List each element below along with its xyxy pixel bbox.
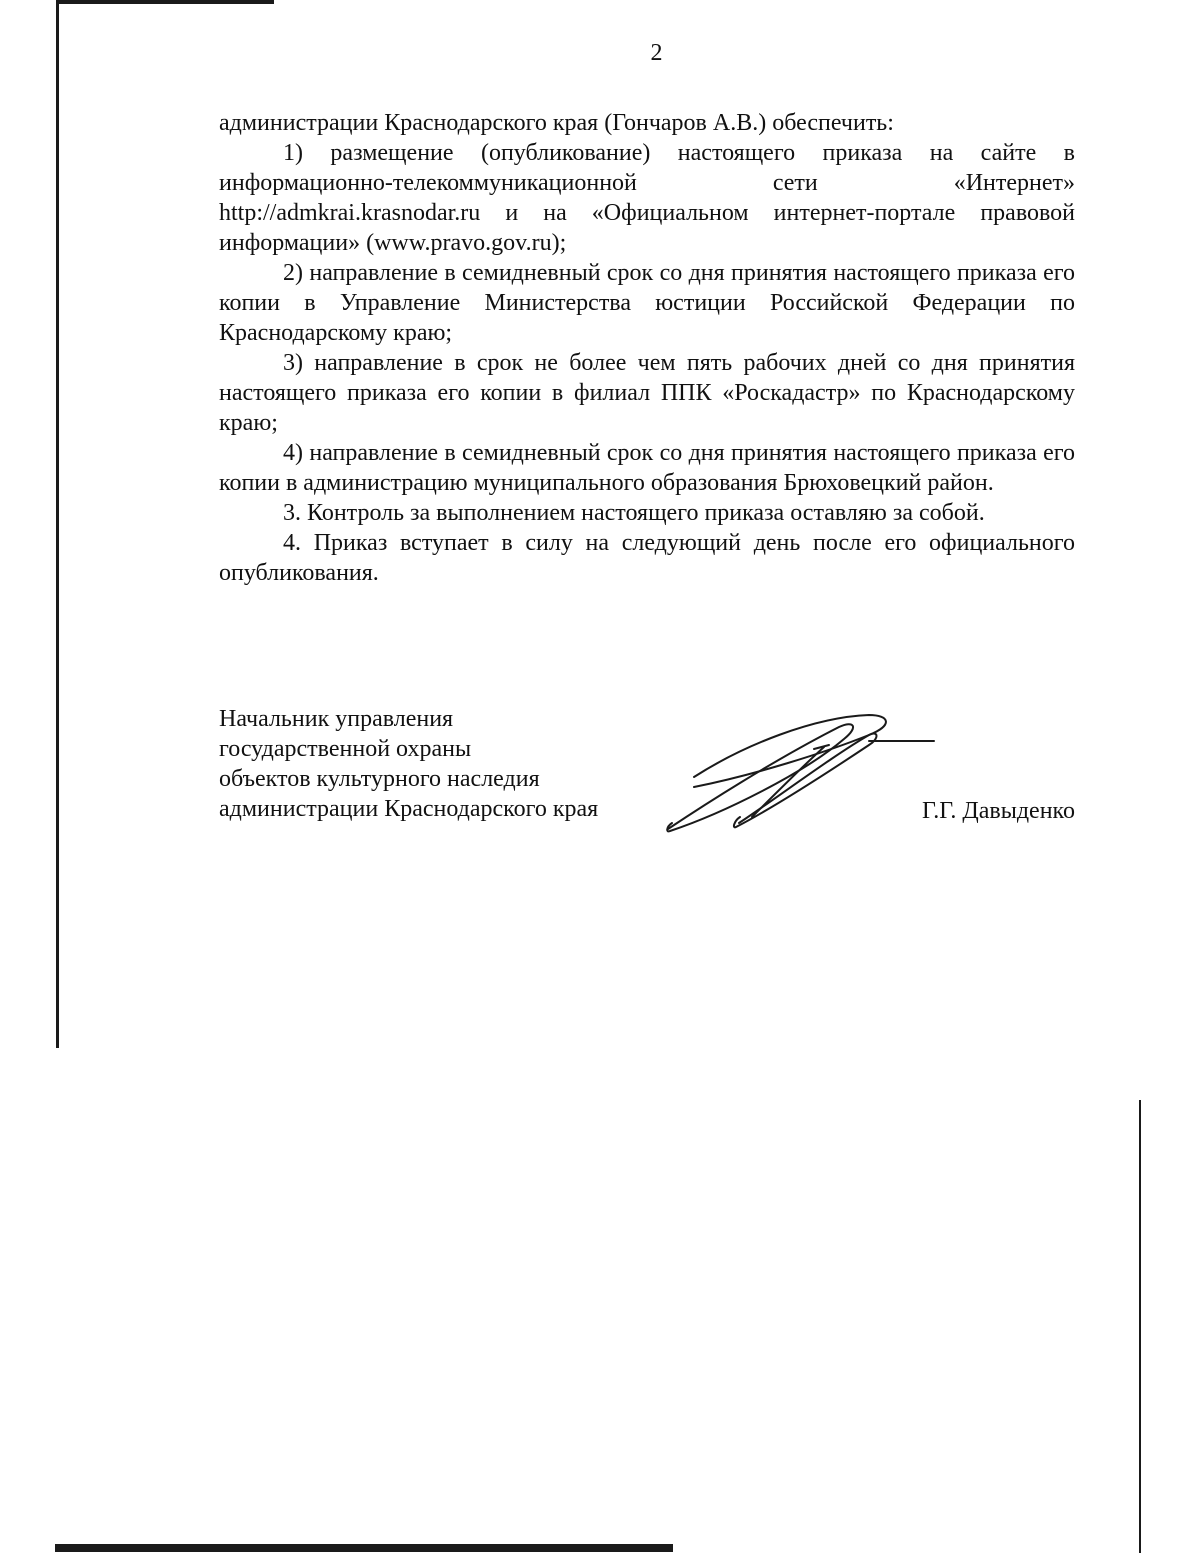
paragraph-effective-date: 4. Приказ вступает в силу на следующий день после его официального опубликования. — [219, 530, 1075, 586]
paragraph-intro: администрации Краснодарского края (Гончаров А.В.) обеспечить: — [219, 110, 894, 136]
signer-name: Г.Г. Давыденко — [922, 798, 1075, 824]
paragraph-item-2: 2) направление в семидневный срок со дня принятия настоящего приказа его копии в Управление Министерства юстиции Российской Федерации по Краснодарскому краю; — [219, 260, 1075, 346]
scan-edge-right — [1139, 1100, 1141, 1553]
document-body — [219, 108, 1075, 588]
paragraph-control: 3. Контроль за выполнением настоящего приказа оставляю за собой. — [283, 500, 985, 526]
signer-position-line: государственной охраны — [219, 736, 472, 762]
page-number: 2 — [650, 40, 663, 66]
scan-edge-top — [58, 0, 274, 4]
signer-position — [219, 704, 598, 824]
scan-edge-left — [56, 0, 59, 1048]
signer-position-line: администрации Краснодарского края — [219, 796, 599, 822]
paragraph-item-4: 4) направление в семидневный срок со дня принятия настоящего приказа его копии в администрацию муниципального образования Брюховецкий район. — [219, 440, 1075, 496]
paragraph-item-1: 1) размещение (опубликование) настоящего приказа на сайте в информационно-телекоммуникационной сети «Интернет» http://admkrai.krasnodar.ru и на «Официальном интернет-портале правовой информации» (www.pravo.gov.ru); — [219, 140, 1075, 256]
signer-position-line: объектов культурного наследия — [219, 766, 540, 792]
scan-edge-bottom — [55, 1544, 673, 1552]
handwritten-signature-icon — [664, 705, 949, 835]
signer-position-line: Начальник управления — [219, 706, 454, 732]
paragraph-item-3: 3) направление в срок не более чем пять рабочих дней со дня принятия настоящего приказа его копии в филиал ППК «Роскадастр» по Краснодарскому краю; — [219, 350, 1075, 436]
